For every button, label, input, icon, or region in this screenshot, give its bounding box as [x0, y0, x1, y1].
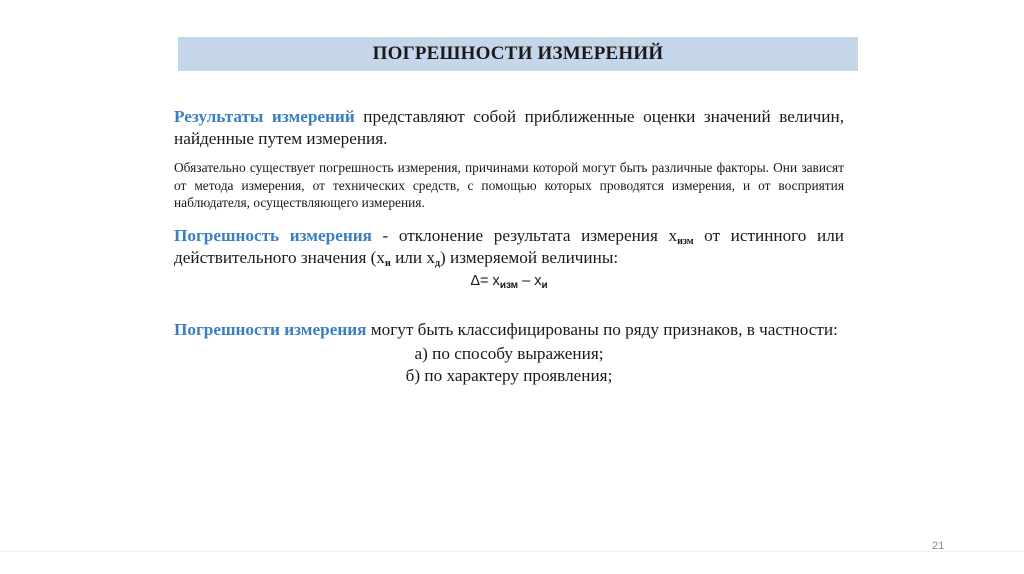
- page-number: 21: [932, 540, 945, 552]
- formula-prefix: Δ= х: [470, 272, 500, 289]
- formula-middle: – х: [518, 272, 542, 289]
- paragraph-results: [174, 106, 844, 150]
- definition-text-d: ) измеряемой величины:: [440, 247, 619, 267]
- error-formula: [174, 273, 844, 289]
- paragraph-factors: Обязательно существует погрешность измерения, причинами которой могут быть различные факторы. Они зависят от метода измерения, от технических средств, с помощью которых проводятся измерения, и от восприятия наблюдателя, осуществляющего измерения.: [174, 160, 844, 210]
- classification-text: могут быть классифицированы по ряду признаков, в частности:: [366, 319, 838, 339]
- definition-text-b: от истинного или действительного значения (х: [174, 225, 844, 267]
- definition-text-c: или х: [390, 247, 435, 267]
- definition-text-a: - отклонение результата измерения х: [371, 225, 678, 245]
- paragraph-error-definition: [174, 225, 844, 269]
- term-errors: Погрешности измерения: [174, 319, 367, 339]
- formula-sub-izm: изм: [499, 279, 519, 291]
- term-results: Результаты измерений: [174, 107, 355, 126]
- footer-divider: [0, 551, 1024, 552]
- paragraph-results-text: представляют собой приближенные оценки значений величин, найденные путем измерения.: [174, 107, 844, 148]
- term-error: Погрешность измерения: [174, 225, 372, 245]
- sub-izm: изм: [677, 235, 694, 247]
- list-item-a: а) по способу выражения;: [414, 343, 604, 363]
- paragraph-classification: [174, 319, 844, 341]
- sub-d: д: [434, 257, 440, 269]
- slide-content: [174, 106, 844, 387]
- sub-i: и: [385, 257, 391, 269]
- title-banner: [178, 37, 858, 71]
- formula-sub-i: и: [541, 279, 548, 291]
- list-item-b: б) по характеру проявления;: [405, 365, 613, 385]
- slide-title: ПОГРЕШНОСТИ ИЗМЕРЕНИЙ: [372, 43, 664, 64]
